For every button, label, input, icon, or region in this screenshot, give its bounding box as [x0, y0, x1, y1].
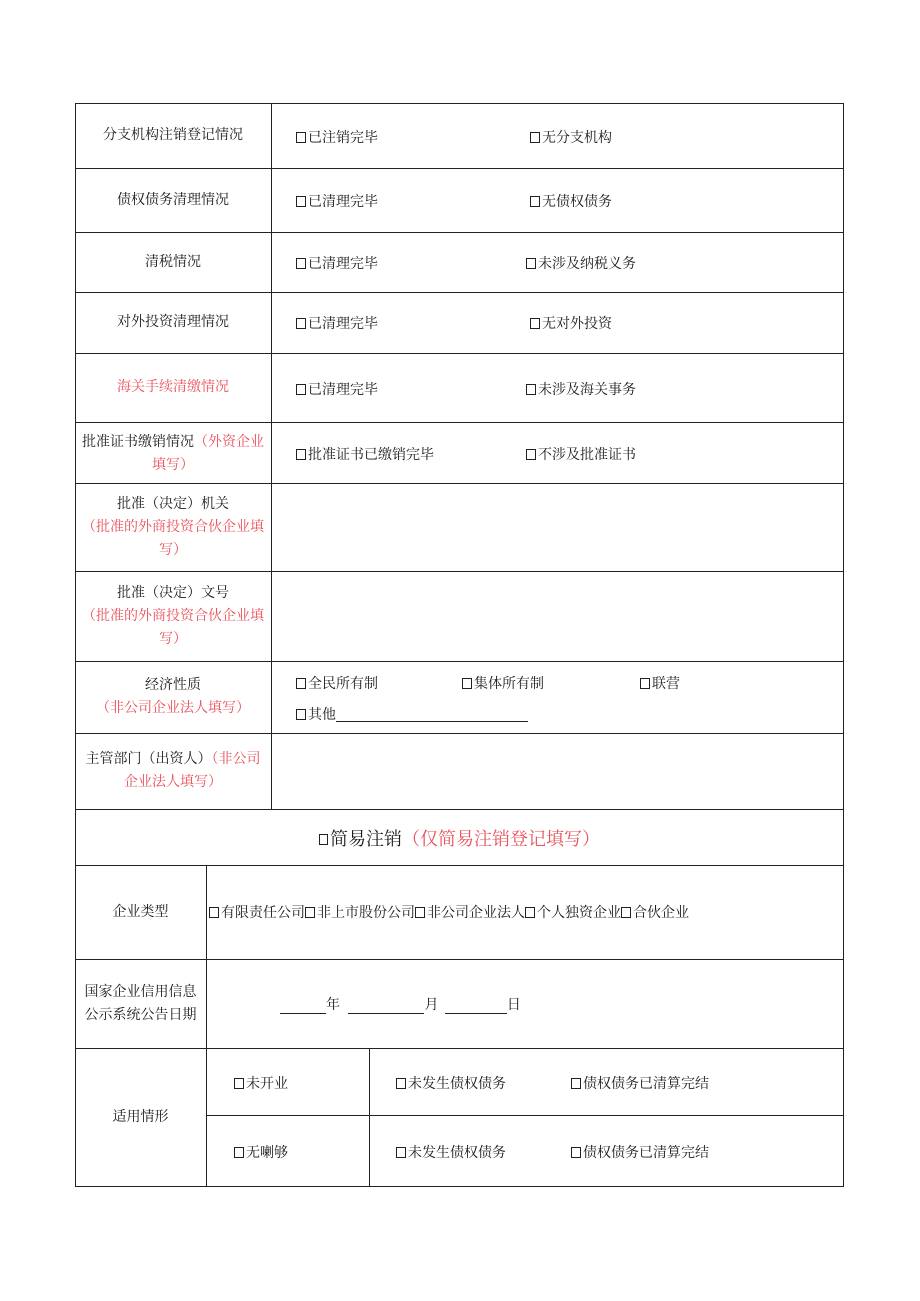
checkbox-icon[interactable]	[396, 1147, 406, 1158]
checkbox-icon[interactable]	[209, 907, 219, 918]
row-label: 批准（决定）文号	[117, 584, 229, 601]
approval-org-label	[75, 483, 271, 571]
option-label: 全民所有制	[308, 676, 378, 692]
checkbox-icon[interactable]	[296, 449, 306, 460]
checkbox-icon[interactable]	[621, 907, 631, 918]
option-label: 已清理完毕	[308, 316, 378, 332]
option-label: 无债权债务	[542, 194, 612, 210]
option-label: 无喇够	[246, 1145, 288, 1161]
row-label: 海关手续清缴情况	[117, 379, 229, 395]
not-opened-option[interactable]	[234, 1073, 288, 1093]
row-label: 适用情形	[112, 1109, 169, 1125]
tax-clearing-label	[75, 232, 271, 292]
approval-org-field[interactable]	[272, 484, 844, 571]
heading-note: （仅简易注销登记填写）	[402, 829, 600, 850]
state-owned-option[interactable]	[296, 673, 378, 693]
option-label: 未发生债权债务	[408, 1145, 506, 1161]
checkbox-icon[interactable]	[530, 196, 540, 207]
row-label-note: （非公司企业法人填写）	[124, 751, 261, 790]
type-option-label: 非上市股份公司	[317, 905, 415, 921]
no-branch-option[interactable]	[530, 127, 612, 147]
customs-cleared-option[interactable]	[296, 379, 378, 399]
checkbox-icon[interactable]	[530, 318, 540, 329]
option-label: 未涉及海关事务	[538, 382, 636, 398]
checkbox-icon[interactable]	[296, 196, 306, 207]
branch-done-option[interactable]	[296, 127, 378, 147]
no-debt-incurred-option-2[interactable]	[396, 1142, 506, 1162]
checkbox-icon[interactable]	[296, 709, 306, 720]
economic-nature-label	[75, 661, 271, 733]
row-label: 主管部门（出资人）	[85, 751, 212, 767]
investment-clearing-label	[75, 292, 271, 353]
checkbox-icon[interactable]	[525, 907, 535, 918]
joint-venture-option[interactable]	[640, 673, 680, 693]
debt-settled-option-2[interactable]	[571, 1142, 709, 1162]
checkbox-icon[interactable]	[296, 384, 306, 395]
enterprise-type-label	[75, 865, 206, 959]
checkbox-icon[interactable]	[234, 1078, 244, 1089]
debt-settled-option-1[interactable]	[571, 1073, 709, 1093]
row-label: 清税情况	[145, 253, 201, 270]
deregistration-form-table	[75, 103, 844, 1187]
option-label: 已清理完毕	[308, 194, 378, 210]
no-operation-option[interactable]	[234, 1142, 288, 1162]
row-label: 分支机构注销登记情况	[103, 127, 243, 143]
checkbox-icon[interactable]	[305, 907, 315, 918]
option-label: 已清理完毕	[308, 382, 378, 398]
option-label: 无对外投资	[542, 316, 612, 332]
checkbox-icon[interactable]	[640, 678, 650, 689]
checkbox-icon[interactable]	[571, 1078, 581, 1089]
checkbox-icon[interactable]	[462, 678, 472, 689]
type-option-label: 个人独资企业	[537, 905, 621, 921]
type-option-label: 有限责任公司	[221, 905, 305, 921]
checkbox-icon[interactable]	[234, 1147, 244, 1158]
row-label: 批准证书缴销情况	[82, 434, 194, 450]
option-label: 未发生债权债务	[408, 1076, 506, 1092]
enterprise-type-options	[209, 902, 689, 922]
row-label-note: （非公司企业法人填写）	[96, 700, 250, 716]
type-option-label: 非公司企业法人	[427, 905, 525, 921]
checkbox-icon[interactable]	[526, 384, 536, 395]
option-label: 已注销完毕	[308, 130, 378, 146]
certificate-cancel-label	[75, 422, 271, 483]
option-label: 未开业	[246, 1076, 288, 1092]
announcement-date-field[interactable]	[280, 994, 521, 1014]
option-label: 债权债务已清算完结	[583, 1076, 709, 1092]
simple-deregistration-heading[interactable]	[75, 825, 844, 851]
row-label: 经济性质	[145, 677, 201, 693]
option-label: 已清理完毕	[308, 256, 378, 272]
debt-cleared-option[interactable]	[296, 191, 378, 211]
year-input[interactable]	[280, 999, 326, 1014]
no-debt-option[interactable]	[530, 191, 612, 211]
other-nature-option[interactable]	[296, 704, 528, 724]
no-debt-incurred-option-1[interactable]	[396, 1073, 506, 1093]
option-label: 批准证书已缴销完毕	[308, 447, 434, 463]
day-input[interactable]	[445, 999, 507, 1014]
investment-cleared-option[interactable]	[296, 313, 378, 333]
row-label: 企业类型	[112, 903, 169, 920]
supervisor-label	[75, 733, 271, 809]
checkbox-icon[interactable]	[571, 1147, 581, 1158]
supervisor-field[interactable]	[272, 734, 844, 809]
row-label: 对外投资清理情况	[117, 314, 229, 330]
tax-cleared-option[interactable]	[296, 253, 378, 273]
day-unit: 日	[506, 997, 521, 1013]
heading-title: 简易注销	[330, 829, 402, 850]
checkbox-icon[interactable]	[526, 258, 536, 269]
row-label: 债权债务清理情况	[117, 191, 229, 208]
row-label-note: （批准的外商投资合伙企业填写）	[82, 518, 264, 558]
month-unit: 月	[424, 997, 439, 1013]
checkbox-icon[interactable]	[396, 1078, 406, 1089]
customs-clearing-label	[75, 353, 271, 422]
option-label: 不涉及批准证书	[538, 447, 636, 463]
no-investment-option[interactable]	[530, 313, 612, 333]
other-nature-input[interactable]	[336, 707, 528, 722]
checkbox-icon[interactable]	[296, 258, 306, 269]
year-unit: 年	[326, 997, 340, 1013]
month-input[interactable]	[348, 999, 424, 1014]
option-label: 集体所有制	[474, 676, 544, 692]
row-label: 国家企业信用信息公示系统公告日期	[84, 983, 197, 1023]
no-customs-option[interactable]	[526, 379, 636, 399]
collective-option[interactable]	[462, 673, 544, 693]
no-tax-option[interactable]	[526, 253, 636, 273]
option-label: 其他	[308, 707, 336, 723]
checkbox-icon[interactable]	[296, 132, 306, 143]
checkbox-icon[interactable]	[319, 834, 328, 845]
checkbox-icon[interactable]	[296, 318, 306, 329]
no-certificate-option[interactable]	[526, 444, 636, 464]
debt-clearing-label	[75, 168, 271, 232]
checkbox-icon[interactable]	[415, 907, 425, 918]
checkbox-icon[interactable]	[296, 678, 306, 689]
approval-number-field[interactable]	[272, 572, 844, 661]
applicable-situation-label	[75, 1048, 206, 1187]
announcement-date-label	[75, 959, 206, 1048]
row-label-note: （外资企业填写）	[152, 434, 264, 473]
option-label: 联营	[652, 676, 680, 692]
option-label: 无分支机构	[542, 130, 612, 146]
checkbox-icon[interactable]	[530, 132, 540, 143]
approval-number-label	[75, 571, 271, 661]
checkbox-icon[interactable]	[526, 449, 536, 460]
branch-deregistration-label	[75, 103, 271, 168]
option-label: 未涉及纳税义务	[538, 256, 636, 272]
row-label-note: （批准的外商投资合伙企业填写）	[82, 607, 264, 647]
option-label: 债权债务已清算完结	[583, 1145, 709, 1161]
type-option-label: 合伙企业	[633, 905, 689, 921]
row-label: 批准（决定）机关	[117, 495, 229, 512]
certificate-cancelled-option[interactable]	[296, 444, 434, 464]
